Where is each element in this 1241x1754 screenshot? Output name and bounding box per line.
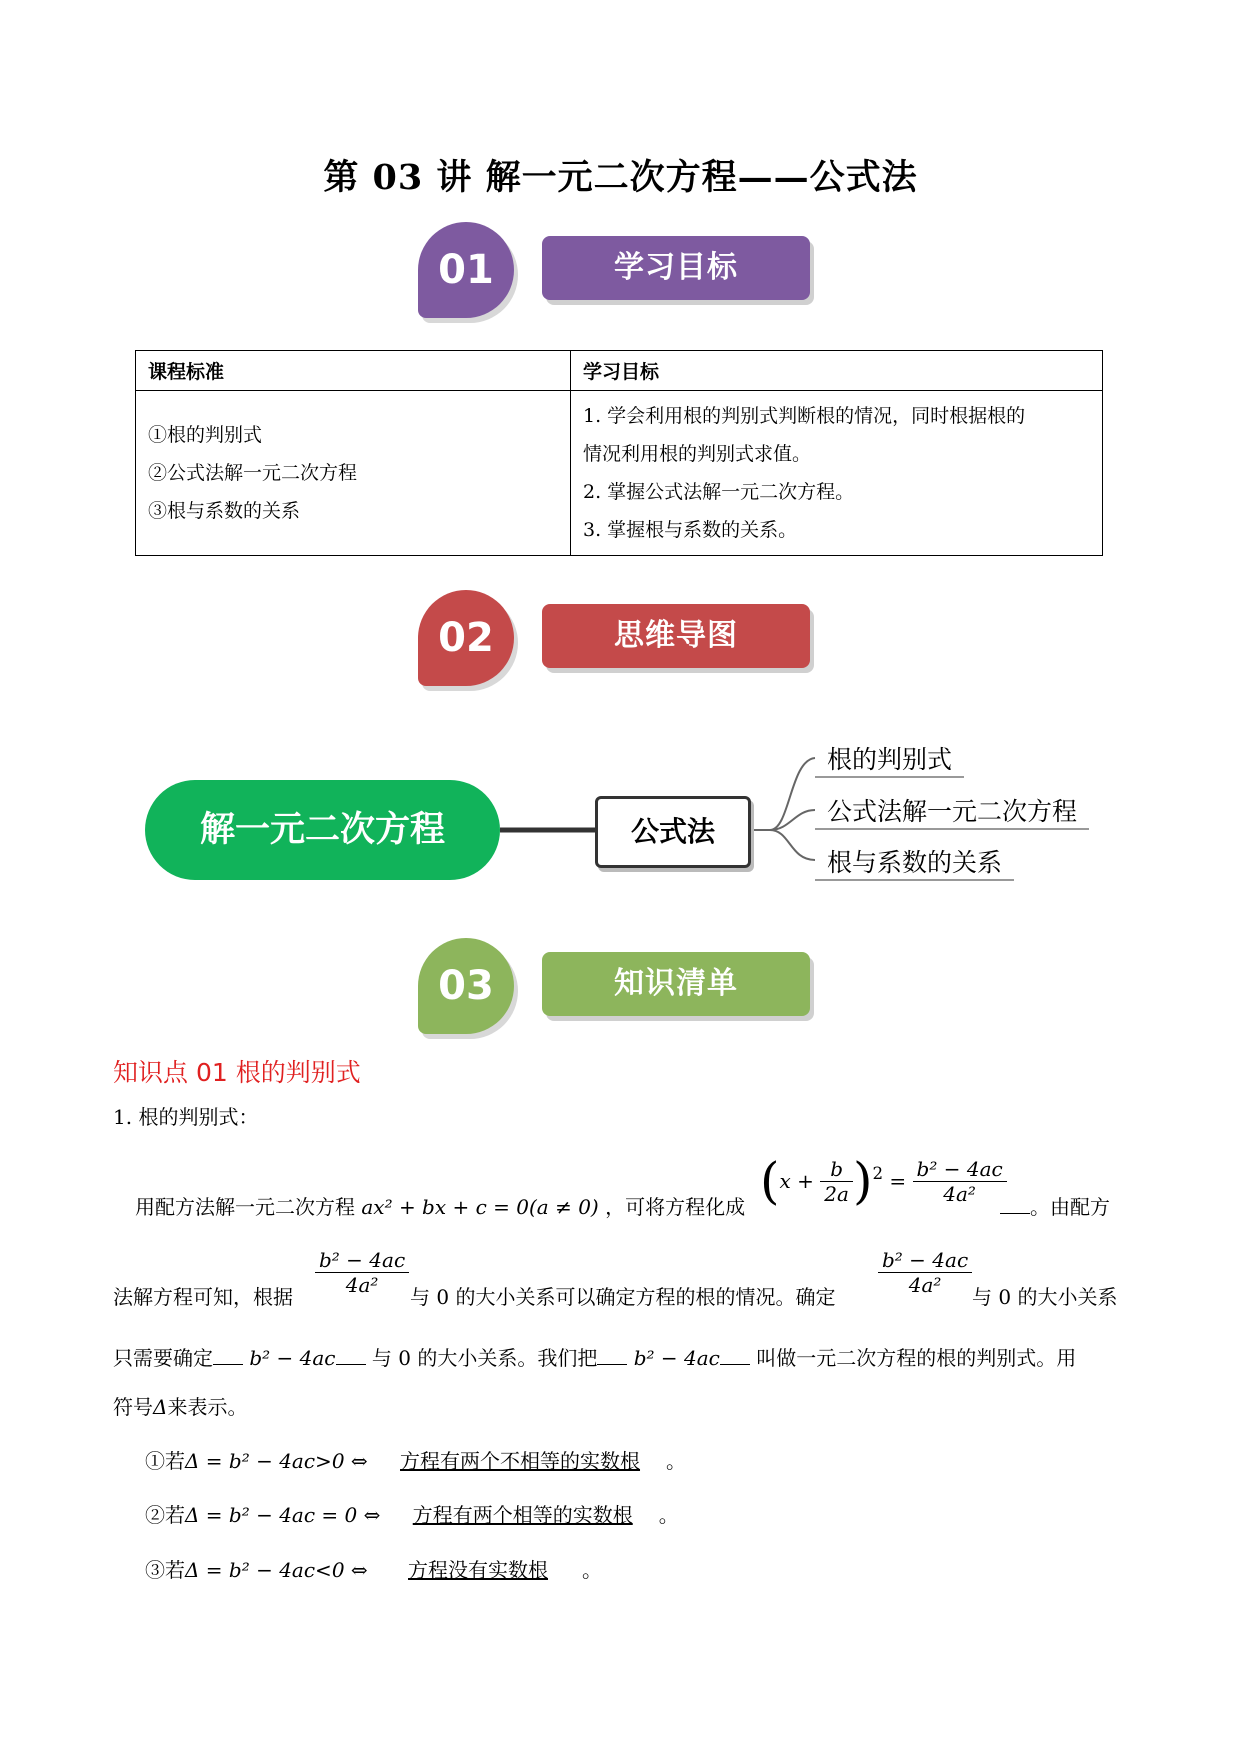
badge-label: 学习目标	[542, 236, 810, 300]
paragraph-line-1-end: 。由配方	[1000, 1192, 1110, 1222]
table-header-row	[136, 351, 1103, 391]
badge-number: 03	[438, 963, 494, 1009]
mindmap-leaf: 根与系数的关系	[815, 843, 1014, 881]
fraction: $\frac{\text{b² − 4ac}}{\text{4a²}}$	[315, 1248, 409, 1297]
knowledge-point-title: 知识点 01 根的判别式	[113, 1058, 361, 1087]
table-cell-standards	[136, 391, 571, 556]
answer: 方程没有实数根	[408, 1558, 549, 1582]
fraction: $\frac{\text{b² − 4ac}}{\text{4a²}}$	[878, 1248, 972, 1297]
list-item: 2. 掌握公式法解一元二次方程。	[583, 481, 855, 503]
badge-number: 02	[438, 615, 494, 661]
mindmap-leaf: 根的判别式	[815, 740, 964, 778]
table-cell-goals	[571, 391, 1103, 556]
mindmap-middle: 公式法	[595, 796, 751, 868]
case-1: ①若Δ = b² − 4ac>0 ⇔ 方程有两个不相等的实数根 。	[145, 1449, 687, 1473]
answer: 方程有两个相等的实数根	[412, 1503, 633, 1527]
fraction: $\frac{b}{2a}$	[820, 1157, 853, 1206]
table-row	[136, 391, 1103, 556]
equation: ax² + bx + c = 0(a ≠ 0)	[361, 1195, 599, 1219]
paragraph-line-3: 只需要确定 b² − 4ac 与 0 的大小关系。我们把 b² − 4ac 叫做一元二次方程的根的判别式。用	[113, 1346, 1077, 1370]
paragraph-line-2-a: 法解方程可知，根据	[113, 1285, 293, 1309]
table-header-goal: 学习目标	[571, 351, 1103, 391]
paragraph-line-2-c: 与 0 的大小关系	[972, 1285, 1118, 1309]
table-header-standard: 课程标准	[136, 351, 571, 391]
mindmap-root: 解一元二次方程	[145, 780, 500, 880]
objectives-table	[135, 350, 1103, 556]
answer: 方程有两个不相等的实数根	[400, 1449, 641, 1473]
text: ，可将方程化成	[605, 1195, 746, 1219]
list-item: 3. 掌握根与系数的关系。	[583, 519, 798, 541]
case-3: ③若Δ = b² − 4ac<0 ⇔ 方程没有实数根 。	[145, 1558, 603, 1582]
list-item: ①根的判别式	[148, 424, 263, 446]
section-badge-01	[418, 222, 818, 322]
list-item: ②公式法解一元二次方程	[148, 462, 358, 484]
list-item: 情况利用根的判别式求值。	[583, 443, 812, 465]
case-2: ②若Δ = b² − 4ac = 0 ⇔ 方程有两个相等的实数根 。	[145, 1503, 679, 1527]
badge-label: 思维导图	[542, 604, 810, 668]
completed-square-expression: (x + $\frac{b}{2a}$ )$^2$ = $\frac{\text{b² − 4ac}}{\text{4a²}}$	[760, 1152, 1007, 1210]
badge-number: 01	[438, 247, 494, 293]
mindmap-leaf: 公式法解一元二次方程	[815, 792, 1089, 830]
discriminant: b² − 4ac	[249, 1346, 336, 1370]
paragraph-line-4: 符号Δ来表示。	[113, 1395, 248, 1419]
section-badge-03	[418, 938, 818, 1038]
section-badge-02	[418, 590, 818, 690]
paragraph-line-2-b: 与 0 的大小关系可以确定方程的根的情况。确定	[410, 1285, 836, 1309]
delta-symbol: Δ	[153, 1395, 168, 1419]
fraction: $\frac{\text{b² − 4ac}}{\text{4a²}}$	[913, 1157, 1007, 1206]
list-item: 1. 学会利用根的判别式判断根的情况，同时根据根的	[583, 405, 1026, 427]
text: x +	[779, 1169, 814, 1193]
page-title: 第 03 讲 解一元二次方程——公式法	[323, 157, 918, 198]
badge-label: 知识清单	[542, 952, 810, 1016]
list-item: ③根与系数的关系	[148, 500, 301, 522]
text: 用配方法解一元二次方程	[135, 1195, 355, 1219]
paragraph-line-1	[135, 1192, 745, 1222]
knowledge-subtitle: 1. 根的判别式：	[113, 1105, 259, 1129]
discriminant: b² − 4ac	[633, 1346, 720, 1370]
